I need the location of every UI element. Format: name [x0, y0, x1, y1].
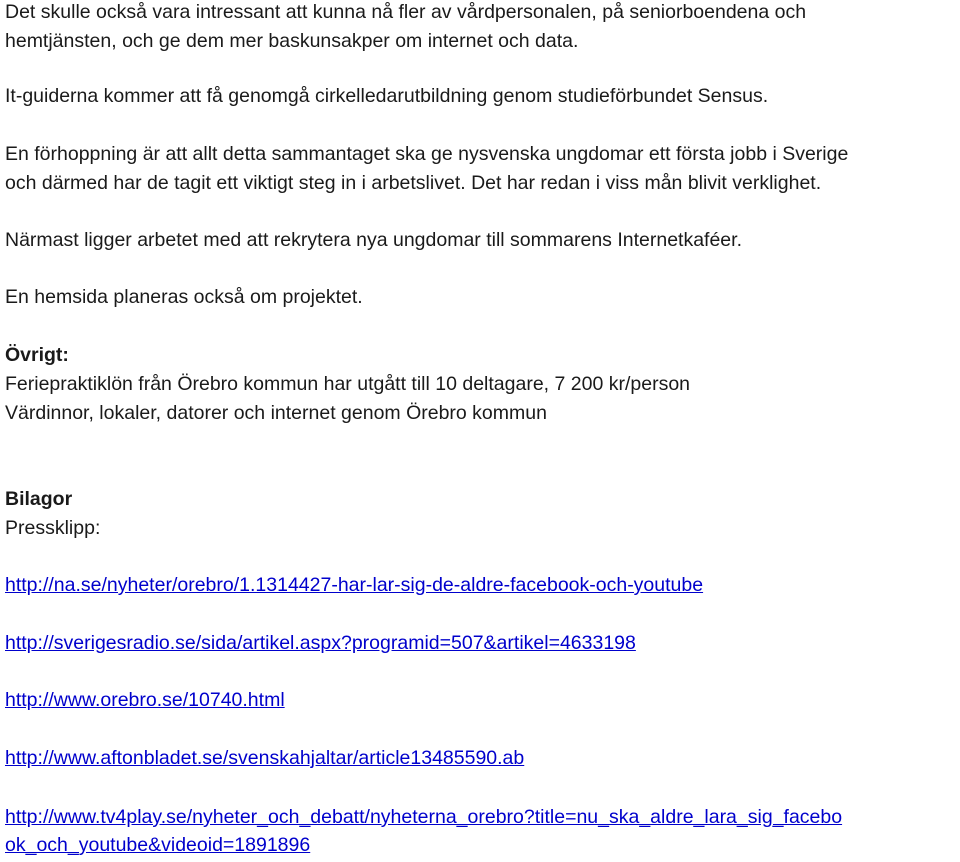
paragraph-line: hemtjänsten, och ge dem mer baskunsakper om internet och data. — [5, 30, 579, 52]
pressklipp-label: Pressklipp: — [5, 517, 101, 539]
paragraph-line: och därmed har de tagit ett viktigt steg in i arbetslivet. Det har redan i viss mån blivit verklighet. — [5, 172, 822, 194]
paragraph-vardpersonal — [5, 0, 806, 56]
paragraph-line: En förhoppning är att allt detta sammantaget ska ge nysvenska ungdomar ett första jobb i Sverige — [5, 143, 849, 165]
paragraph-hemsida: En hemsida planeras också om projektet. — [5, 286, 363, 308]
link-na-se[interactable]: http://na.se/nyheter/orebro/1.1314427-har-lar-sig-de-aldre-facebook-och-youtube — [5, 574, 704, 596]
paragraph-it-guiderna: It-guiderna kommer att få genomgå cirkelledarutbildning genom studieförbundet Sensus. — [5, 85, 769, 107]
paragraph-line: Det skulle också vara intressant att kunna nå fler av vårdpersonalen, på seniorboendena och — [5, 1, 807, 23]
ovrigt-feriepraktik: Feriepraktiklön från Örebro kommun har utgått till 10 deltagare, 7 200 kr/person — [5, 373, 691, 395]
link-aftonbladet[interactable]: http://www.aftonbladet.se/svenskahjaltar/article13485590.ab — [5, 747, 525, 769]
bilagor-heading: Bilagor — [5, 488, 73, 510]
paragraph-forhoppning — [5, 140, 848, 198]
ovrigt-vardinnor: Värdinnor, lokaler, datorer och internet genom Örebro kommun — [5, 402, 547, 424]
link-orebro[interactable]: http://www.orebro.se/10740.html — [5, 689, 285, 711]
link-sverigesradio[interactable]: http://sverigesradio.se/sida/artikel.aspx?programid=507&artikel=4633198 — [5, 632, 636, 654]
link-tv4play-line1[interactable]: http://www.tv4play.se/nyheter_och_debatt/nyheterna_orebro?title=nu_ska_aldre_lara_sig_facebo — [5, 806, 843, 828]
paragraph-narmast: Närmast ligger arbetet med att rekrytera nya ungdomar till sommarens Internetkaféer. — [5, 229, 742, 251]
ovrigt-heading: Övrigt: — [5, 344, 69, 366]
link-tv4play-line2[interactable]: ok_och_youtube&videoid=1891896 — [5, 834, 311, 856]
